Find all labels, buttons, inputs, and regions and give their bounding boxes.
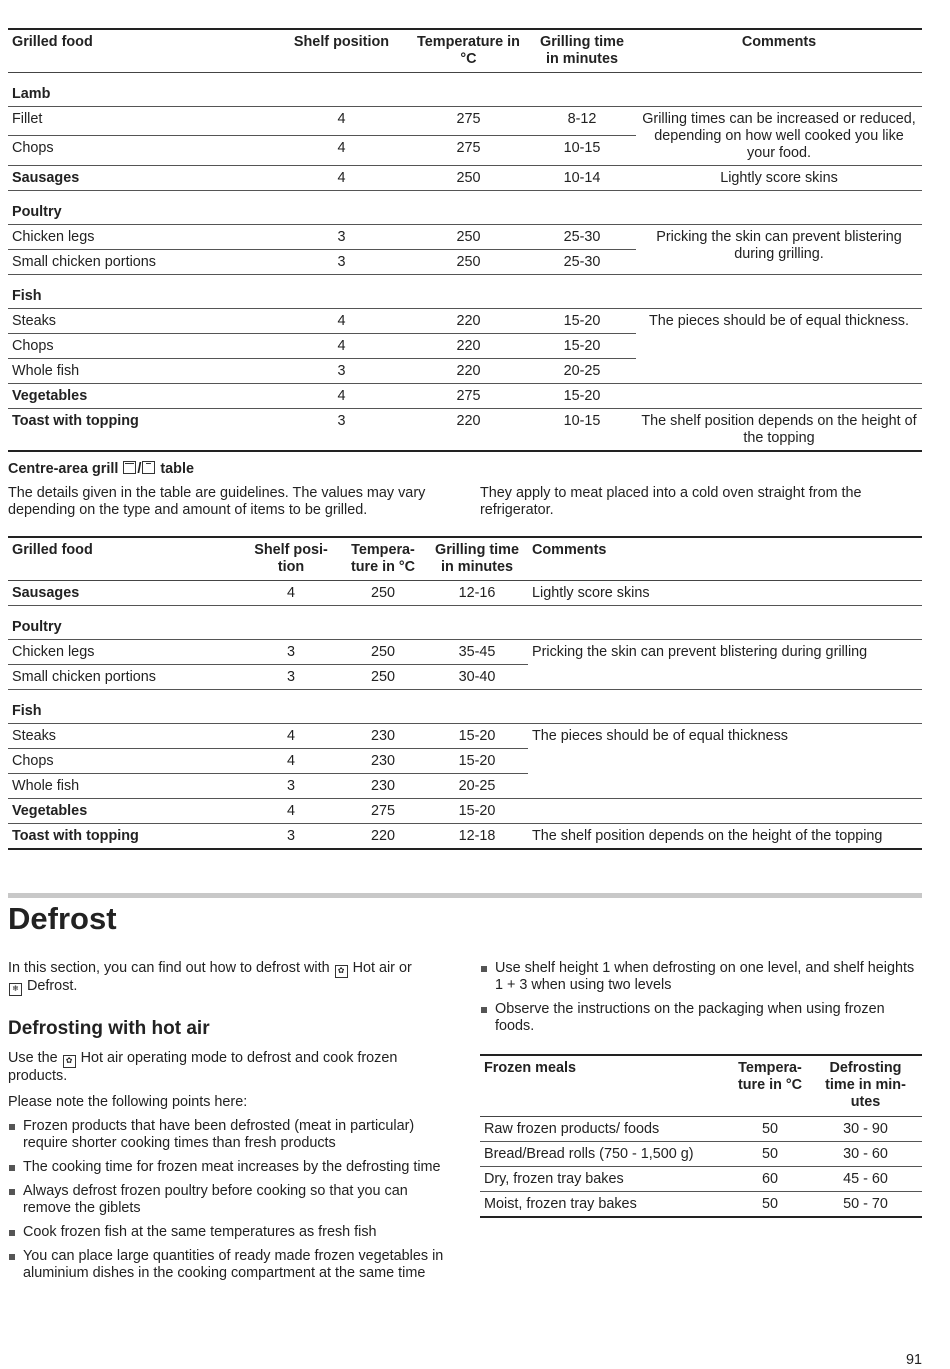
shelf-cell: 3 [242, 823, 340, 849]
col-header-comments: Comments [741, 34, 817, 50]
food-cell: Toast with topping [8, 408, 274, 451]
list-item: Observe the instructions on the packaging when using frozen foods. [480, 1001, 922, 1035]
hot-air-icon: ✿ [335, 965, 348, 978]
defrost-use-text [8, 1050, 458, 1085]
centre-grill-icon [123, 461, 136, 474]
hot-air-icon: ✿ [63, 1055, 76, 1068]
defrost-bullet-list-left [8, 1118, 448, 1289]
list-item: Use shelf height 1 when defrosting on one level, and shelf heights 1 + 3 when using two levels [480, 960, 922, 994]
time-cell: 8-12 [528, 106, 636, 136]
food-cell: Toast with topping [8, 823, 242, 849]
temperature-cell: 275 [409, 136, 528, 166]
comment-cell: Lightly score skins [528, 580, 922, 605]
page-number: 91 [905, 1352, 922, 1368]
table-row [8, 823, 922, 849]
table-header-row [8, 537, 922, 580]
food-cell: Fillet [8, 106, 274, 136]
shelf-cell: 3 [274, 224, 409, 249]
temperature-cell: 230 [340, 773, 426, 798]
food-cell: Whole fish [8, 358, 274, 383]
table-row [8, 106, 922, 136]
defrost-note: Please note the following points here: [8, 1094, 248, 1110]
defrost-intro [8, 960, 458, 996]
temperature-cell: 230 [340, 748, 426, 773]
table-header-row [480, 1055, 922, 1116]
time-cell: 35-45 [426, 639, 528, 664]
time-cell: 12-16 [426, 580, 528, 605]
food-cell: Chops [8, 136, 274, 166]
centre-intro-left: The details given in the table are guidelines. The values may vary depending on the type and amount of items to be grilled. [8, 485, 426, 518]
shelf-cell: 4 [274, 383, 409, 408]
col-header-grilling-time: Grilling time in minutes [540, 34, 624, 67]
shelf-cell: 4 [242, 798, 340, 823]
table-row [8, 308, 922, 333]
col-header-grilled-food: Grilled food [12, 542, 93, 558]
table-row [8, 165, 922, 190]
temperature-cell: 60 [731, 1166, 809, 1191]
separator: / [137, 461, 142, 477]
food-cell: Vegetables [8, 383, 274, 408]
food-cell: Steaks [8, 308, 274, 333]
section-label: Poultry [8, 190, 922, 224]
time-cell: 30-40 [426, 664, 528, 689]
food-cell: Vegetables [8, 798, 242, 823]
time-cell: 30 - 60 [809, 1141, 922, 1166]
section-label: Fish [8, 274, 922, 308]
temperature-cell: 250 [409, 249, 528, 274]
section-label: Poultry [8, 605, 922, 639]
comment-cell: Pricking the skin can prevent blistering during grilling. [636, 224, 922, 274]
time-cell: 25-30 [528, 224, 636, 249]
intro-text-a: In this section, you can find out how to defrost with [8, 960, 330, 976]
comment-cell: Lightly score skins [636, 165, 922, 190]
table-row [8, 798, 922, 823]
food-cell: Chicken legs [8, 224, 274, 249]
temperature-cell: 275 [409, 106, 528, 136]
shelf-cell: 3 [242, 639, 340, 664]
comment-cell: Grilling times can be increased or reduced, depending on how well cooked you like your food. [636, 106, 922, 165]
section-rule [8, 893, 922, 898]
food-cell: Chops [8, 333, 274, 358]
time-cell: 30 - 90 [809, 1116, 922, 1141]
time-cell: 15-20 [426, 723, 528, 748]
defrost-subtitle: Defrosting with hot air [8, 1018, 210, 1039]
list-item: You can place large quantities of ready made frozen vegetables in aluminium dishes in the cooking compartment at the same time [8, 1248, 448, 1282]
shelf-cell: 3 [274, 358, 409, 383]
heading-text: Centre-area grill [8, 461, 119, 477]
centre-grill-circotherm-icon [142, 461, 155, 474]
col-header-shelf-position: Shelf position [293, 34, 390, 50]
comment-cell: Pricking the skin can prevent blistering during grilling [528, 639, 922, 689]
time-cell: 20-25 [528, 358, 636, 383]
temperature-cell: 250 [340, 639, 426, 664]
col-header-defrosting-time: Defrosting time in min-utes [825, 1060, 906, 1110]
time-cell: 45 - 60 [809, 1166, 922, 1191]
temperature-cell: 50 [731, 1141, 809, 1166]
meal-cell: Dry, frozen tray bakes [480, 1166, 731, 1191]
time-cell: 25-30 [528, 249, 636, 274]
use-text-a: Use the [8, 1050, 58, 1066]
comment-cell [528, 798, 922, 823]
section-row-fish [8, 689, 922, 723]
section-row-fish [8, 274, 922, 308]
defrost-icon: ❄ [9, 983, 22, 996]
time-cell: 50 - 70 [809, 1191, 922, 1217]
table-row [8, 723, 922, 748]
defrost-bullet-list-right [480, 960, 922, 1042]
centre-grill-table [8, 536, 922, 850]
section-row-poultry [8, 190, 922, 224]
heading-text-suffix: table [160, 461, 194, 477]
food-cell: Small chicken portions [8, 664, 242, 689]
time-cell: 10-15 [528, 408, 636, 451]
food-cell: Small chicken portions [8, 249, 274, 274]
col-header-temperature: Temperature in °C [417, 34, 520, 67]
temperature-cell: 230 [340, 723, 426, 748]
shelf-cell: 4 [274, 136, 409, 166]
list-item: The cooking time for frozen meat increases by the defrosting time [8, 1159, 448, 1176]
comment-cell: The shelf position depends on the height of the topping [636, 408, 922, 451]
table-row [8, 224, 922, 249]
temperature-cell: 220 [340, 823, 426, 849]
temperature-cell: 250 [409, 165, 528, 190]
temperature-cell: 220 [409, 358, 528, 383]
section-row-poultry [8, 605, 922, 639]
food-cell: Whole fish [8, 773, 242, 798]
shelf-cell: 4 [242, 748, 340, 773]
list-item: Always defrost frozen poultry before cooking so that you can remove the giblets [8, 1183, 448, 1217]
food-cell: Chicken legs [8, 639, 242, 664]
temperature-cell: 250 [340, 664, 426, 689]
table-row [480, 1166, 922, 1191]
time-cell: 10-15 [528, 136, 636, 166]
meal-cell: Raw frozen products/ foods [480, 1116, 731, 1141]
col-header-temperature: Tempera-ture in °C [737, 1060, 803, 1093]
temperature-cell: 275 [409, 383, 528, 408]
intro-text-b: Hot air or [352, 960, 412, 976]
table-row [480, 1141, 922, 1166]
frozen-meals-table [480, 1054, 922, 1218]
food-cell: Steaks [8, 723, 242, 748]
table-header-row [8, 29, 922, 72]
comment-cell [636, 383, 922, 408]
time-cell: 20-25 [426, 773, 528, 798]
section-row-lamb [8, 72, 922, 106]
table-row [8, 408, 922, 451]
temperature-cell: 50 [731, 1191, 809, 1217]
table-row [480, 1116, 922, 1141]
time-cell: 15-20 [528, 383, 636, 408]
col-header-shelf-position: Shelf posi-tion [254, 542, 328, 575]
time-cell: 15-20 [528, 333, 636, 358]
temperature-cell: 250 [340, 580, 426, 605]
comment-cell: The pieces should be of equal thickness. [636, 308, 922, 383]
food-cell: Sausages [8, 580, 242, 605]
time-cell: 15-20 [426, 798, 528, 823]
col-header-grilling-time: Grilling time in minutes [435, 542, 519, 575]
table-row [8, 639, 922, 664]
food-cell: Chops [8, 748, 242, 773]
shelf-cell: 4 [274, 308, 409, 333]
col-header-comments: Comments [532, 542, 607, 558]
shelf-cell: 4 [242, 580, 340, 605]
shelf-cell: 3 [242, 773, 340, 798]
comment-cell: The pieces should be of equal thickness [528, 723, 922, 798]
meal-cell: Moist, frozen tray bakes [480, 1191, 731, 1217]
centre-area-grill-heading [8, 461, 194, 478]
section-label: Fish [8, 689, 922, 723]
section-label: Lamb [8, 72, 922, 106]
temperature-cell: 50 [731, 1116, 809, 1141]
temperature-cell: 220 [409, 308, 528, 333]
shelf-cell: 4 [274, 106, 409, 136]
shelf-cell: 3 [242, 664, 340, 689]
temperature-cell: 220 [409, 333, 528, 358]
col-header-grilled-food: Grilled food [12, 34, 93, 50]
time-cell: 12-18 [426, 823, 528, 849]
temperature-cell: 275 [340, 798, 426, 823]
col-header-frozen-meals: Frozen meals [484, 1060, 576, 1076]
table-row [480, 1191, 922, 1217]
shelf-cell: 3 [274, 249, 409, 274]
time-cell: 15-20 [528, 308, 636, 333]
comment-cell: The shelf position depends on the height of the topping [528, 823, 922, 849]
centre-intro-right: They apply to meat placed into a cold oven straight from the refrigerator. [480, 485, 862, 518]
time-cell: 10-14 [528, 165, 636, 190]
defrost-title: Defrost [8, 901, 117, 936]
intro-text-c: Defrost. [27, 978, 78, 994]
list-item: Frozen products that have been defrosted (meat in particular) require shorter cooking times than fresh products [8, 1118, 448, 1152]
temperature-cell: 250 [409, 224, 528, 249]
meal-cell: Bread/Bread rolls (750 - 1,500 g) [480, 1141, 731, 1166]
col-header-temperature: Tempera-ture in °C [350, 542, 416, 575]
shelf-cell: 4 [274, 333, 409, 358]
table-row [8, 383, 922, 408]
use-text-b: Hot air operating mode to defrost and cook frozen products. [8, 1050, 398, 1084]
shelf-cell: 3 [274, 408, 409, 451]
shelf-cell: 4 [242, 723, 340, 748]
grilling-table [8, 28, 922, 452]
temperature-cell: 220 [409, 408, 528, 451]
food-cell: Sausages [8, 165, 274, 190]
time-cell: 15-20 [426, 748, 528, 773]
shelf-cell: 4 [274, 165, 409, 190]
list-item: Cook frozen fish at the same temperatures as fresh fish [8, 1224, 448, 1241]
table-row [8, 580, 922, 605]
